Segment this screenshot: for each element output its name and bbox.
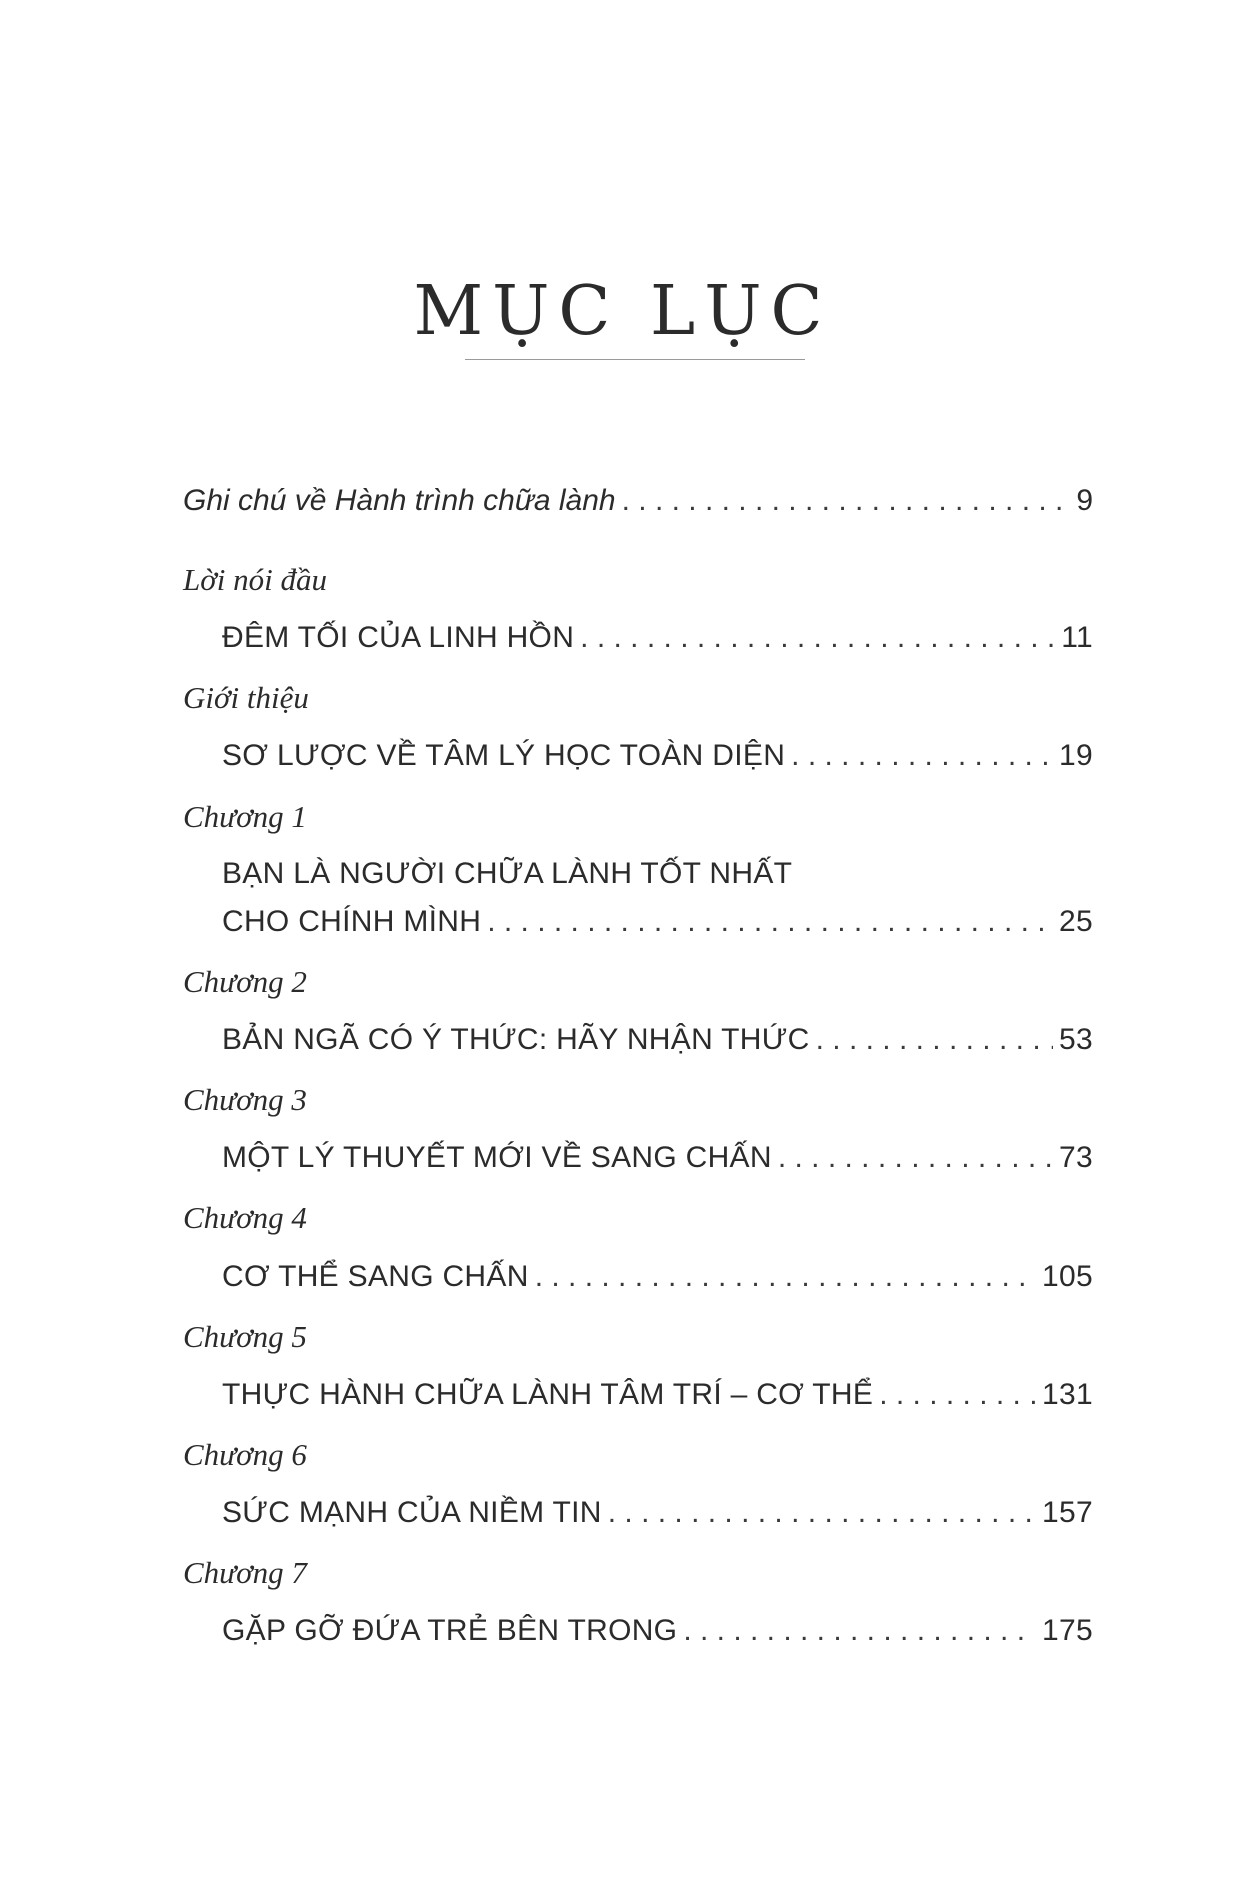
section-label: Giới thiệu [183, 680, 309, 715]
toc-page-number: 11 [1061, 621, 1093, 654]
toc-entry[interactable] [222, 1496, 1093, 1530]
toc-entry[interactable] [222, 1023, 1093, 1057]
section-label: Chương 7 [183, 1555, 307, 1590]
toc-entry[interactable] [222, 1378, 1093, 1412]
toc-entry[interactable] [222, 1141, 1093, 1175]
toc-entry-title: SƠ LƯỢC VỀ TÂM LÝ HỌC TOÀN DIỆN [222, 739, 786, 772]
toc-entry-title: ĐÊM TỐI CỦA LINH HỒN [222, 621, 575, 654]
dot-leader [791, 739, 1053, 773]
section-label: Chương 1 [183, 799, 307, 834]
section-label: Chương 4 [183, 1200, 307, 1235]
toc-entry-title: SỨC MẠNH CỦA NIỀM TIN [222, 1496, 602, 1529]
toc-entry-title: GẶP GỠ ĐỨA TRẺ BÊN TRONG [222, 1614, 678, 1647]
section-label: Chương 2 [183, 964, 307, 999]
dot-leader [622, 484, 1071, 518]
toc-entry-title: CHO CHÍNH MÌNH [222, 905, 482, 938]
dot-leader [778, 1141, 1053, 1175]
toc-entry-title[interactable]: BẠN LÀ NGƯỜI CHỮA LÀNH TỐT NHẤT [222, 857, 793, 890]
toc-page-number: 9 [1076, 484, 1093, 517]
section-label: Chương 5 [183, 1319, 307, 1354]
toc-page-number: 25 [1059, 905, 1093, 938]
toc-entry-title: CƠ THỂ SANG CHẤN [222, 1260, 529, 1293]
section-label: Chương 6 [183, 1437, 307, 1472]
toc-page-number: 105 [1042, 1260, 1093, 1293]
toc-entry-title: Ghi chú về Hành trình chữa lành [183, 484, 616, 517]
dot-leader [683, 1614, 1036, 1648]
toc-entry[interactable] [222, 1614, 1093, 1648]
dot-leader [580, 621, 1055, 655]
section-label: Lời nói đầu [183, 562, 328, 597]
toc-entry[interactable] [222, 739, 1093, 773]
toc-entry-title: BẢN NGÃ CÓ Ý THỨC: HÃY NHẬN THỨC [222, 1023, 810, 1056]
page-title: MỤC LỤC [413, 272, 832, 351]
section-label: Chương 3 [183, 1082, 307, 1117]
dot-leader [487, 905, 1053, 939]
toc-page-number: 73 [1059, 1141, 1093, 1174]
dot-leader [816, 1023, 1053, 1057]
dot-leader [879, 1378, 1036, 1412]
toc-entry-title: THỰC HÀNH CHỮA LÀNH TÂM TRÍ – CƠ THỂ [222, 1378, 874, 1411]
dot-leader [535, 1260, 1036, 1294]
toc-page-number: 131 [1042, 1378, 1093, 1411]
toc-entry[interactable] [222, 621, 1093, 655]
toc-page-number: 19 [1059, 739, 1093, 772]
title-underline [465, 359, 805, 360]
toc-entry-intro-note[interactable] [183, 484, 1093, 518]
toc-entry[interactable] [222, 905, 1093, 939]
toc-page-number: 157 [1042, 1496, 1093, 1529]
toc-entry-title: MỘT LÝ THUYẾT MỚI VỀ SANG CHẤN [222, 1141, 772, 1174]
toc-page-number: 53 [1059, 1023, 1093, 1056]
toc-page-number: 175 [1042, 1614, 1093, 1647]
dot-leader [608, 1496, 1036, 1530]
toc-entry[interactable] [222, 1260, 1093, 1294]
